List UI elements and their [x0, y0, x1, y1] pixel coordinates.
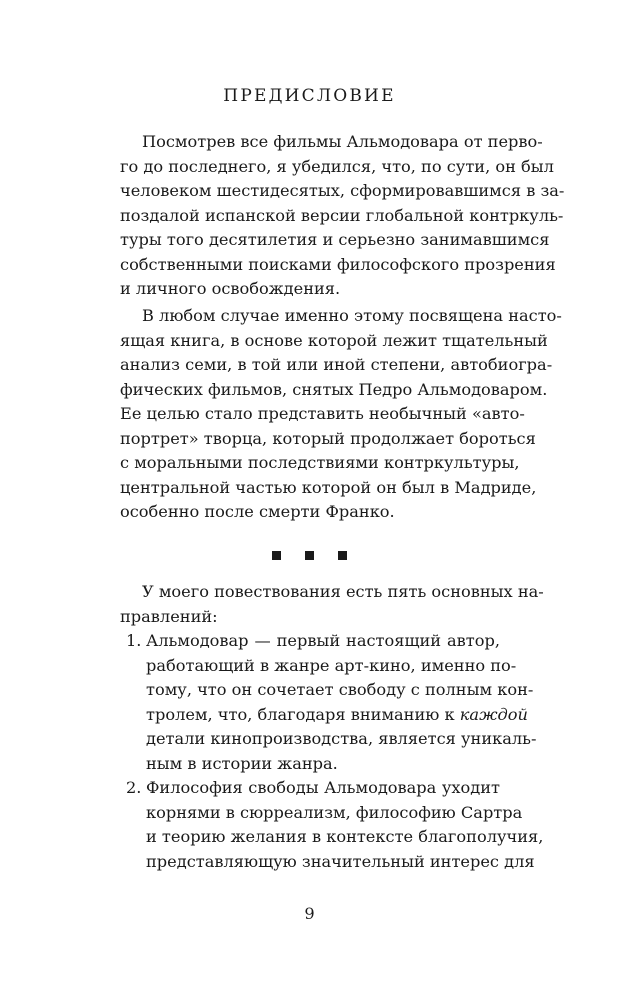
paragraph-3: [120, 580, 544, 629]
paragraph-line: Посмотрев все фильмы Альмодовара от перво-: [142, 132, 543, 151]
paragraph-line: поздалой испанской версии глобальной контркуль-: [120, 205, 564, 225]
list-item-line: представляющую значительный интерес для: [146, 851, 535, 871]
paragraph-line: го до последнего, я убедился, что, по сути, он был: [120, 156, 554, 176]
paragraph-line: В любом случае именно этому посвящена насто-: [142, 306, 562, 325]
paragraph-line: особенно после смерти Франко.: [120, 502, 395, 521]
list-number: 2.: [126, 778, 142, 797]
list-item-line: [146, 703, 528, 728]
numbered-list: [120, 629, 544, 874]
paragraph-line: Ее целью стало представить необычный «авто-: [120, 404, 525, 423]
paragraph-line: фических фильмов, снятых Педро Альмодоваром.: [120, 379, 548, 399]
section-separator: [0, 549, 619, 563]
list-number: 1.: [126, 631, 142, 650]
paragraph-line: и личного освобождения.: [120, 279, 341, 298]
list-item-line: работающий в жанре арт-кино, именно по-: [146, 655, 517, 675]
paragraph-line: У моего повествования есть пять основных на-: [142, 582, 544, 601]
paragraph-line: правлений:: [120, 606, 218, 626]
list-item-line: детали кинопроизводства, является уникаль-: [146, 729, 537, 748]
paragraph-line: туры того десятилетия и серьезно занимавшимся: [120, 230, 550, 249]
paragraph-line: ящая книга, в основе которой лежит тщательный: [120, 330, 548, 350]
paragraph-line: центральной частью которой он был в Мадриде,: [120, 477, 537, 497]
paragraph-line: анализ семи, в той или иной степени, автобиогра-: [120, 355, 553, 374]
paragraph-2: [120, 304, 562, 525]
list-item-line: Философия свободы Альмодовара уходит: [146, 778, 500, 797]
separator-square-icon: [338, 551, 347, 560]
separator-square-icon: [272, 551, 281, 560]
list-item: [120, 629, 537, 776]
emphasized-word: каждой: [459, 704, 528, 724]
list-item-line-text: тролем, что, благодаря вниманию к: [146, 704, 460, 724]
paragraph-line: человеком шестидесятых, сформировавшимся в за-: [120, 181, 565, 200]
list-item-line: корнями в сюрреализм, философию Сартра: [146, 802, 523, 822]
paragraph-1: [120, 130, 565, 302]
paragraph-line: собственными поисками философского прозрения: [120, 254, 556, 274]
paragraph-line: с моральными последствиями контркультуры,: [120, 453, 520, 472]
list-item: [120, 776, 544, 874]
paragraph-line: портрет» творца, который продолжает бороться: [120, 428, 536, 448]
separator-square-icon: [305, 551, 314, 560]
list-item-line: ным в истории жанра.: [146, 753, 338, 773]
page-number: 9: [304, 904, 315, 923]
list-item-line: и теорию желания в контексте благополучия,: [146, 827, 544, 846]
list-item-line: тому, что он сочетает свободу с полным кон-: [146, 680, 534, 699]
list-item-line: Альмодовар — первый настоящий автор,: [146, 631, 500, 650]
chapter-heading: ПРЕДИСЛОВИЕ: [223, 86, 396, 106]
